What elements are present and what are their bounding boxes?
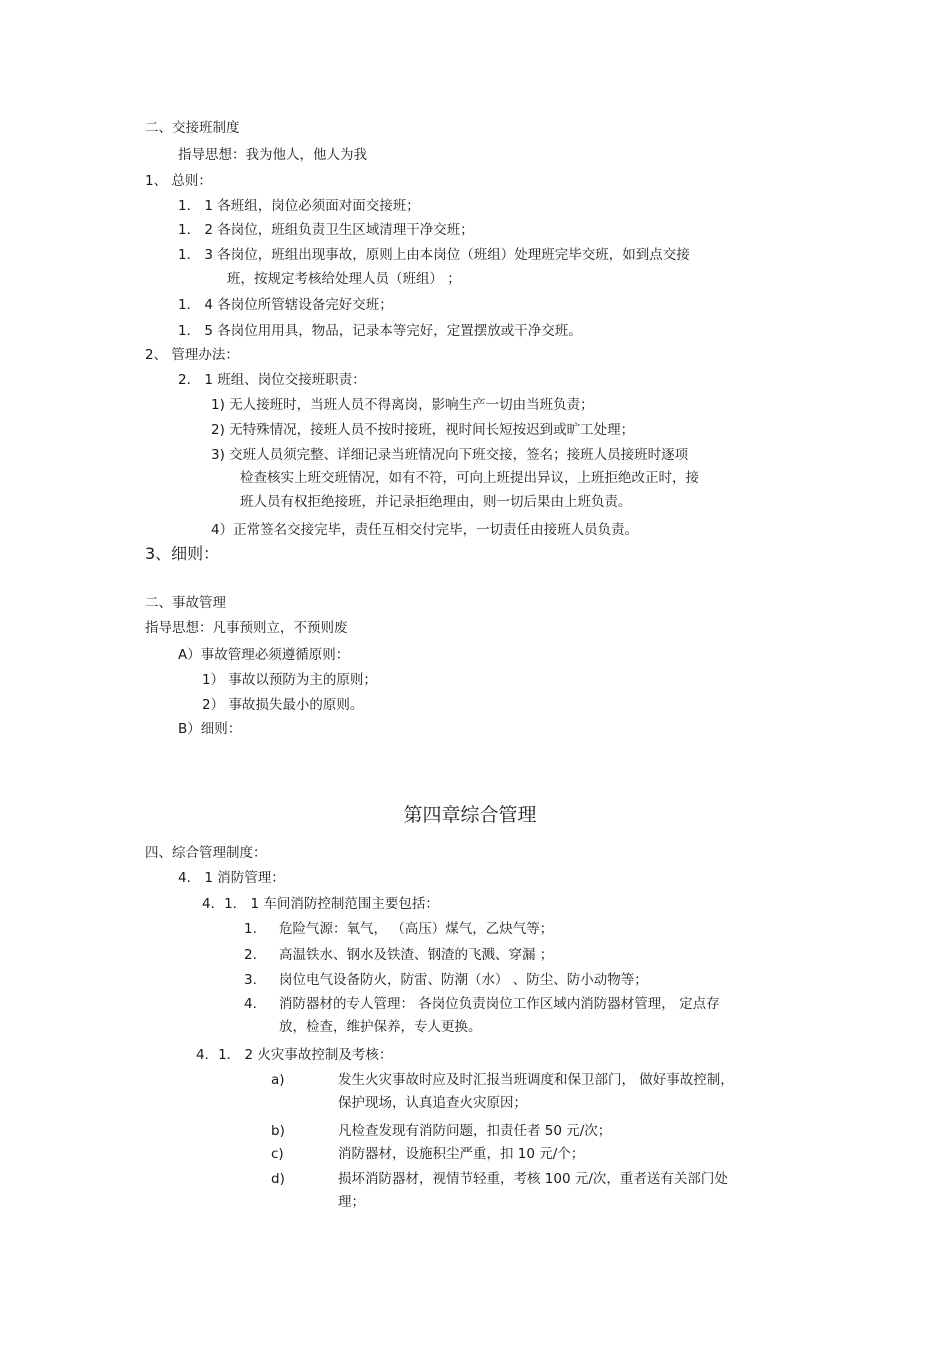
fire-control-heading: 4．1． 2 火灾事故控制及考核：: [196, 1047, 393, 1063]
control-item-letter: b): [271, 1123, 285, 1139]
rule-1-5: 1． 5 各岗位用用具，物品，记录本等完好，定置摆放或干净交班。: [178, 323, 582, 339]
scope-item-4: 消防器材的专人管理： 各岗位负责岗位工作区域内消防器材管理， 定点存: [279, 996, 720, 1012]
duty-3-cont-1: 检查核实上班交班情况，如有不符，可向上班提出异议，上班拒绝改正时，接: [240, 470, 699, 486]
accident-details: B）细则：: [178, 721, 242, 737]
control-item-c: 消防器材，设施积尘严重，扣 10 元/个；: [338, 1146, 585, 1162]
chapter-title: 第四章综合管理: [403, 804, 537, 826]
principle-1: 1） 事故以预防为主的原则；: [202, 672, 377, 688]
guiding-idea-handover: 指导思想：我为他人，他人为我: [178, 147, 367, 163]
control-item-letter: a): [271, 1072, 285, 1088]
control-item-b: 凡检查发现有消防问题，扣责任者 50 元/次；: [338, 1123, 612, 1139]
rule-1-3: 1． 3 各岗位，班组出现事故，原则上由本岗位（班组）处理班完毕交班，如到点交接: [178, 247, 690, 263]
scope-item-2: 高温铁水、钢水及铁渣、钢渣的飞溅、穿漏 ；: [279, 947, 554, 963]
duty-2: 2) 无特殊情况，接班人员不按时接班，视时间长短按迟到或旷工处理；: [211, 422, 635, 438]
subheading-general: 1、 总则：: [145, 173, 212, 189]
fire-management: 4． 1 消防管理：: [178, 870, 285, 886]
fire-scope-heading: 4．1． 1 车间消防控制范围主要包括：: [202, 896, 439, 912]
control-item-d-cont: 理；: [338, 1194, 365, 1210]
subheading-details: 3、细则：: [145, 544, 220, 563]
control-item-a-cont: 保护现场，认真追查火灾原因；: [338, 1095, 527, 1111]
control-item-letter: d): [271, 1171, 285, 1187]
scope-item-3: 岗位电气设备防火，防雷、防潮（水） 、防尘、防小动物等；: [279, 972, 648, 988]
principle-2: 2） 事故损失最小的原则。: [202, 697, 364, 713]
duty-4: 4）正常签名交接完毕，责任互相交付完毕，一切责任由接班人员负责。: [211, 522, 639, 538]
scope-item-number: 2.: [244, 947, 257, 963]
accident-principles: A）事故管理必须遵循原则：: [178, 647, 350, 663]
control-item-a: 发生火灾事故时应及时汇报当班调度和保卫部门， 做好事故控制，: [338, 1072, 734, 1088]
scope-item-1: 危险气源：氧气， （高压）煤气，乙炔气等；: [279, 921, 554, 937]
rule-1-1: 1． 1 各班组，岗位必须面对面交接班；: [178, 198, 420, 214]
section-heading-general-mgmt: 四、综合管理制度：: [145, 845, 267, 861]
rule-1-2: 1． 2 各岗位，班组负责卫生区域清理干净交班；: [178, 222, 474, 238]
rule-1-3-cont: 班，按规定考核给处理人员（班组） ；: [227, 271, 461, 287]
control-item-letter: c): [271, 1146, 284, 1162]
guiding-idea-accident: 指导思想：凡事预则立，不预则废: [145, 620, 348, 636]
subheading-management: 2、 管理办法：: [145, 347, 239, 363]
control-item-d: 损坏消防器材，视情节轻重，考核 100 元/次，重者送有关部门处: [338, 1171, 728, 1187]
duty-3-cont-2: 班人员有权拒绝接班，并记录拒绝理由，则一切后果由上班负责。: [240, 494, 632, 510]
scope-item-4-cont: 放，检查，维护保养，专人更换。: [279, 1019, 482, 1035]
section-heading-accident: 二、事故管理: [145, 595, 226, 611]
scope-item-number: 1.: [244, 921, 257, 937]
scope-item-number: 4.: [244, 996, 257, 1012]
scope-item-number: 3.: [244, 972, 257, 988]
rule-2-1: 2． 1 班组、岗位交接班职责：: [178, 372, 366, 388]
duty-1: 1) 无人接班时，当班人员不得离岗，影响生产一切由当班负责；: [211, 397, 594, 413]
section-heading-handover: 二、交接班制度: [145, 120, 240, 136]
duty-3: 3) 交班人员须完整、详细记录当班情况向下班交接，签名；接班人员接班时逐项: [211, 447, 689, 463]
rule-1-4: 1． 4 各岗位所管辖设备完好交班；: [178, 297, 393, 313]
